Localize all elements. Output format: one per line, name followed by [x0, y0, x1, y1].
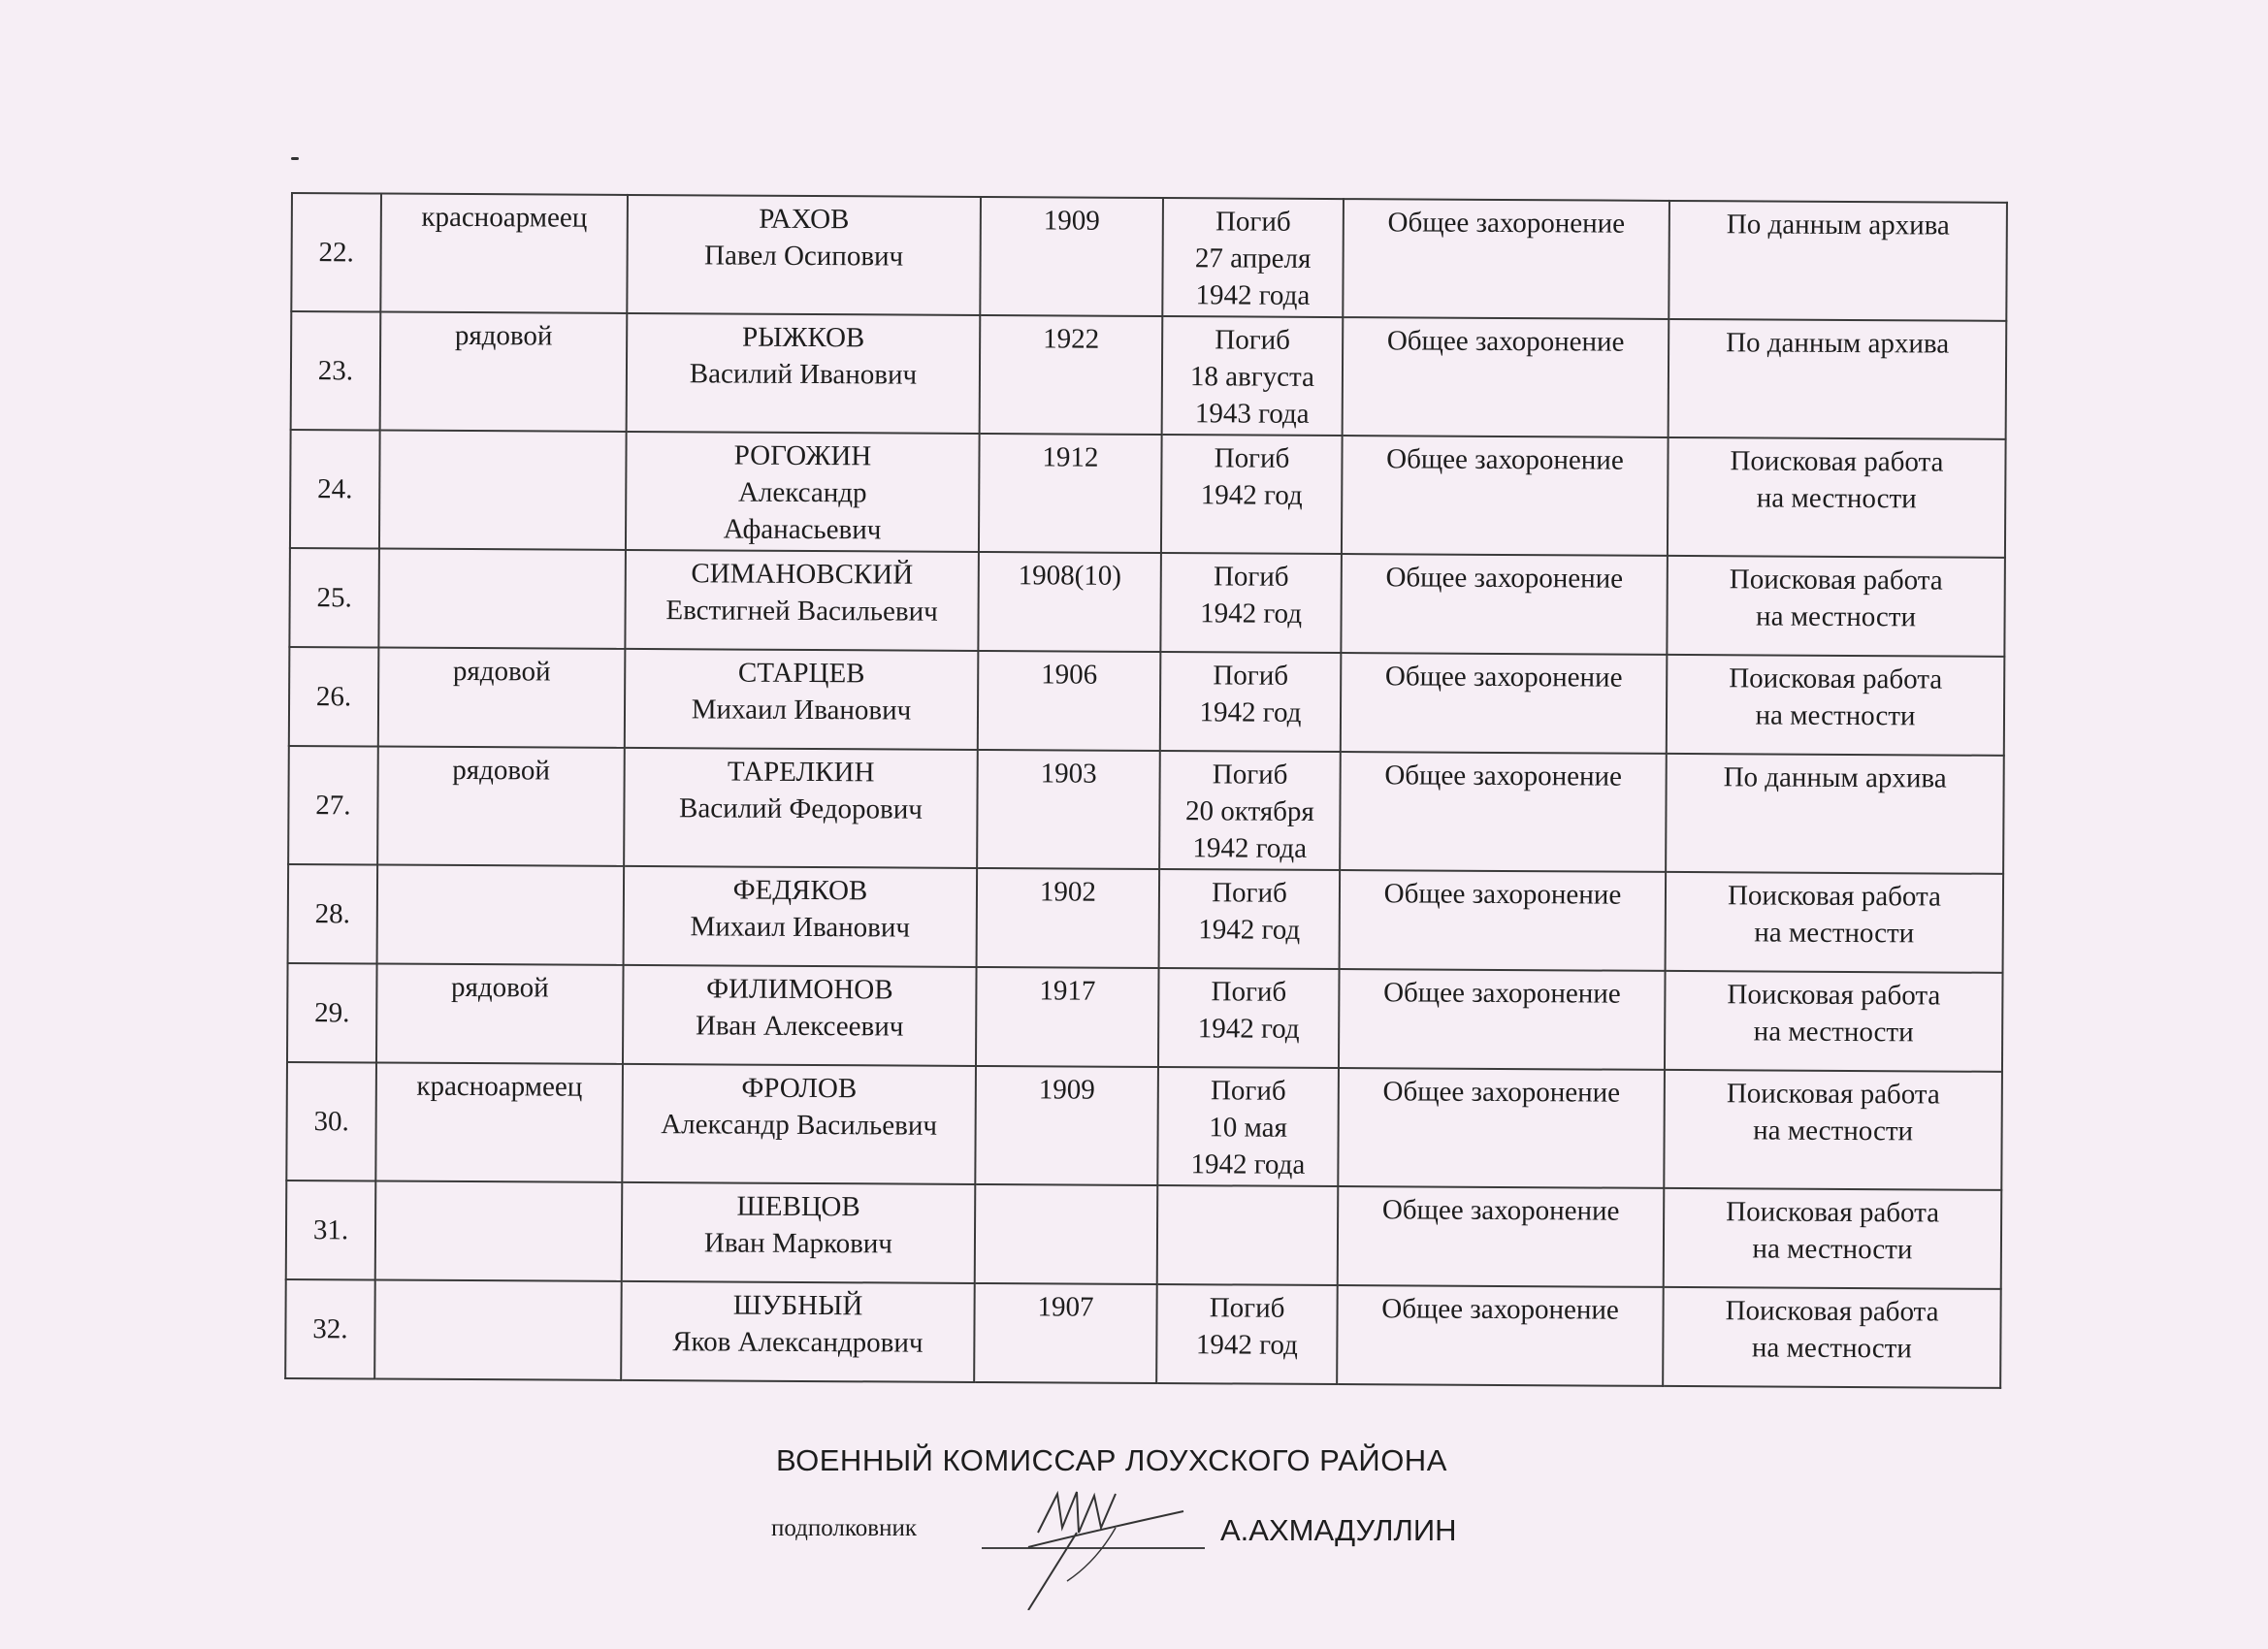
fate-line: 18 августа — [1189, 361, 1315, 393]
name-cell — [621, 1281, 975, 1382]
fate-cell — [1161, 435, 1343, 554]
table-row — [291, 193, 2007, 321]
name-cell — [624, 748, 978, 868]
burial-text: Общее захоронение — [1384, 760, 1623, 792]
fate-line: Погиб — [1213, 660, 1289, 692]
row-number — [291, 193, 381, 312]
source-line: на местности — [1751, 1332, 1912, 1365]
birth-year-cell — [978, 552, 1161, 652]
given-name-text: Яков Александрович — [672, 1326, 923, 1359]
row-number-text: 23. — [317, 355, 354, 387]
birth-year-cell — [977, 750, 1160, 869]
fate-line: 27 апреля — [1194, 242, 1312, 275]
burial-text: Общее захоронение — [1383, 878, 1622, 911]
name-cell — [627, 313, 981, 434]
row-number-text: 32. — [312, 1313, 348, 1345]
birth-year-text: 1922 — [1043, 323, 1100, 355]
surname-text: ШЕВЦОВ — [736, 1190, 860, 1223]
source-line: Поисковая работа — [1729, 663, 1943, 695]
fate-line: Погиб — [1210, 1075, 1286, 1107]
name-cell — [624, 866, 978, 967]
birth-year-text: 1912 — [1042, 441, 1099, 473]
table-row — [285, 1279, 2001, 1388]
birth-year-text: 1909 — [1038, 1074, 1095, 1106]
row-number-text: 25. — [316, 582, 352, 614]
fate-line: 1942 года — [1195, 279, 1311, 311]
birth-year-cell — [980, 315, 1163, 435]
surname-text: ФЕДЯКОВ — [732, 874, 868, 907]
birth-year-cell — [978, 651, 1161, 751]
row-number — [288, 864, 378, 964]
birth-year-cell — [977, 868, 1160, 968]
rank-cell — [379, 431, 627, 550]
source-cell — [1666, 872, 2004, 973]
fate-line: Погиб — [1215, 324, 1291, 356]
rank-cell — [380, 312, 628, 432]
burial-table — [284, 192, 2008, 1389]
fate-line: Погиб — [1212, 877, 1287, 909]
burial-cell — [1339, 969, 1666, 1070]
rank-cell — [378, 549, 626, 649]
fate-cell — [1160, 652, 1342, 752]
rank-cell — [376, 964, 624, 1064]
source-cell — [1669, 201, 2007, 321]
fate-cell — [1156, 1284, 1338, 1384]
table-row — [287, 963, 2003, 1072]
burial-cell — [1342, 436, 1669, 556]
fate-cell — [1157, 1067, 1339, 1186]
row-number — [289, 647, 379, 747]
fate-line: Погиб — [1209, 1292, 1285, 1324]
surname-text: СТАРЦЕВ — [737, 657, 865, 690]
row-number-text: 26. — [315, 681, 352, 713]
source-line: Поисковая работа — [1730, 445, 1944, 478]
fate-line: 1942 года — [1192, 832, 1308, 864]
rank-cell — [375, 1181, 623, 1281]
rank-cell — [378, 648, 626, 748]
given-name-text: Александр Васильевич — [661, 1109, 938, 1142]
source-cell — [1669, 319, 2007, 439]
fate-line: 10 мая — [1209, 1112, 1288, 1144]
birth-year-cell — [974, 1283, 1157, 1383]
fate-line: 1942 год — [1198, 914, 1301, 946]
burial-cell — [1340, 752, 1667, 872]
table-row — [290, 430, 2006, 558]
name-cell — [625, 550, 979, 651]
birth-year-text — [982, 1189, 1150, 1190]
surname-text: РЫЖКОВ — [741, 321, 865, 354]
rank-cell — [375, 1063, 623, 1182]
patronymic-text: Афанасьевич — [723, 513, 882, 546]
rank-cell — [374, 1280, 622, 1380]
fate-cell — [1159, 751, 1341, 870]
source-cell — [1666, 754, 2004, 874]
row-number — [290, 430, 380, 549]
burial-cell — [1341, 653, 1668, 754]
source-line: Поисковая работа — [1729, 564, 1943, 597]
burial-cell — [1340, 870, 1667, 971]
fate-line: 1942 год — [1197, 1013, 1300, 1045]
burial-cell — [1338, 1186, 1665, 1287]
source-line: Поисковая работа — [1727, 979, 1941, 1012]
source-line: Поисковая работа — [1725, 1295, 1939, 1328]
source-line: Поисковая работа — [1726, 1196, 1940, 1229]
row-number-text: 28. — [314, 898, 351, 930]
fate-line: 1942 год — [1195, 1329, 1298, 1361]
table-row — [288, 864, 2004, 973]
surname-text: ФИЛИМОНОВ — [706, 973, 893, 1006]
burial-text: Общее захоронение — [1387, 207, 1626, 240]
row-number — [288, 746, 378, 865]
rank-text — [384, 870, 617, 871]
source-line: По данным архива — [1723, 761, 1947, 794]
row-number-text: 31. — [312, 1214, 349, 1246]
burial-cell — [1343, 317, 1669, 437]
fate-line: 1942 год — [1200, 598, 1303, 630]
rank-text: рядовой — [452, 655, 551, 688]
birth-year-cell — [980, 197, 1163, 316]
surname-text: ФРОЛОВ — [741, 1072, 858, 1105]
row-number-text: 24. — [317, 473, 353, 505]
birth-year-cell — [975, 1066, 1158, 1185]
rank-text — [382, 1285, 615, 1286]
name-cell — [626, 432, 980, 552]
row-number — [291, 311, 381, 431]
burial-text: Общее захоронение — [1386, 443, 1624, 476]
rank-cell — [377, 747, 625, 866]
fate-line: 20 октября — [1185, 795, 1314, 827]
birth-year-text: 1908(10) — [1018, 560, 1122, 592]
row-number — [289, 548, 379, 648]
fate-cell — [1158, 968, 1340, 1068]
rank-text: красноармеец — [416, 1070, 583, 1103]
surname-text: РАХОВ — [759, 203, 850, 236]
fate-cell — [1162, 198, 1344, 317]
row-number — [285, 1279, 375, 1379]
given-name-text: Павел Осипович — [704, 240, 904, 273]
source-cell — [1664, 1070, 2002, 1190]
row-number — [286, 1180, 376, 1280]
row-number-text: 30. — [313, 1106, 349, 1138]
rank-cell — [377, 865, 625, 965]
burial-text: Общее захоронение — [1382, 1076, 1621, 1109]
row-number-text: 29. — [314, 997, 350, 1029]
burial-cell — [1338, 1068, 1665, 1188]
source-cell — [1668, 437, 2006, 558]
table-body — [285, 193, 2007, 1388]
burial-cell — [1343, 199, 1669, 319]
rank-text: красноармеец — [421, 201, 588, 234]
source-line: на местности — [1753, 1016, 1914, 1049]
birth-year-cell — [975, 1184, 1158, 1284]
rank-text — [386, 554, 619, 555]
source-cell — [1667, 556, 2005, 657]
burial-cell — [1341, 554, 1668, 655]
source-line: По данным архива — [1726, 327, 1950, 360]
source-cell — [1664, 1188, 2002, 1289]
table-row — [289, 647, 2005, 756]
name-cell — [625, 649, 979, 750]
burial-text: Общее захоронение — [1381, 1293, 1619, 1326]
name-cell — [622, 1064, 976, 1184]
source-line: на местности — [1753, 1115, 1914, 1148]
given-name-text: Иван Алексеевич — [695, 1010, 904, 1043]
burial-text: Общее захоронение — [1385, 562, 1624, 595]
given-name-text: Василий Федорович — [678, 792, 923, 825]
fate-line: 1942 год — [1199, 696, 1302, 728]
source-line: на местности — [1755, 699, 1916, 732]
surname-text: ШУБНЫЙ — [732, 1289, 863, 1322]
table-row — [286, 1180, 2002, 1289]
given-name-text: Михаил Иванович — [690, 911, 911, 944]
birth-year-text: 1907 — [1037, 1291, 1094, 1323]
row-number-text: 22. — [318, 237, 354, 269]
signer-name: А.АХМАДУЛЛИН — [1220, 1513, 1457, 1547]
fate-cell — [1157, 1185, 1339, 1285]
birth-year-text: 1917 — [1039, 975, 1096, 1007]
rank-text: рядовой — [451, 971, 549, 1004]
burial-text: Общее захоронение — [1383, 977, 1621, 1010]
commissar-title: ВОЕННЫЙ КОМИССАР ЛОУХСКОГО РАЙОНА — [776, 1443, 1447, 1477]
given-name-text: Александр — [737, 476, 867, 509]
page-speck — [291, 157, 299, 160]
surname-text: СИМАНОВСКИЙ — [691, 558, 914, 591]
rank-cell — [380, 194, 628, 313]
fate-line: Погиб — [1215, 206, 1291, 238]
given-name-text: Михаил Иванович — [691, 694, 912, 727]
birth-year-cell — [979, 434, 1162, 553]
table-row — [291, 311, 2007, 439]
rank-text: рядовой — [452, 754, 551, 787]
source-line: на местности — [1752, 1233, 1913, 1266]
fate-line: Погиб — [1211, 976, 1287, 1008]
burial-text: Общее захоронение — [1386, 325, 1625, 358]
table-row — [286, 1062, 2002, 1190]
row-number — [286, 1062, 376, 1181]
source-line: Поисковая работа — [1727, 880, 1941, 913]
birth-year-cell — [976, 967, 1159, 1067]
source-line: на местности — [1754, 917, 1915, 950]
row-number — [287, 963, 377, 1063]
fate-line: 1942 год — [1200, 479, 1303, 511]
rank-text: рядовой — [454, 319, 553, 352]
burial-text: Общее захоронение — [1384, 661, 1623, 694]
birth-year-text: 1906 — [1041, 659, 1098, 691]
table-row — [289, 548, 2005, 657]
burial-cell — [1337, 1285, 1664, 1386]
source-line: на местности — [1756, 600, 1917, 633]
fate-line: 1943 года — [1194, 398, 1310, 430]
burial-text: Общее захоронение — [1381, 1194, 1620, 1227]
surname-text: ТАРЕЛКИН — [727, 756, 875, 789]
fate-cell — [1159, 869, 1341, 969]
row-number-text: 27. — [315, 790, 351, 822]
fate-line: Погиб — [1213, 561, 1289, 593]
given-name-text: Василий Иванович — [689, 358, 918, 391]
signature — [970, 1474, 1222, 1610]
surname-text: РОГОЖИН — [733, 439, 872, 472]
birth-year-text: 1902 — [1039, 876, 1097, 908]
rank-label: подполковник — [771, 1515, 917, 1541]
fate-line: Погиб — [1212, 759, 1288, 791]
given-name-text: Евстигней Васильевич — [665, 595, 938, 628]
fate-cell — [1162, 316, 1344, 436]
source-cell — [1663, 1287, 2001, 1388]
given-name-text: Иван Маркович — [703, 1227, 893, 1260]
birth-year-text: 1903 — [1040, 758, 1097, 790]
fate-line: 1942 года — [1190, 1148, 1306, 1180]
fate-line: Погиб — [1214, 442, 1290, 474]
birth-year-text: 1909 — [1043, 205, 1100, 237]
source-cell — [1667, 655, 2005, 756]
rank-text — [382, 1186, 615, 1187]
source-line: По данным архива — [1726, 209, 1950, 242]
fate-cell — [1160, 553, 1342, 653]
source-line: Поисковая работа — [1726, 1078, 1940, 1111]
name-cell — [627, 195, 981, 315]
source-line: на местности — [1756, 482, 1917, 515]
source-cell — [1665, 971, 2003, 1072]
table-row — [288, 746, 2004, 874]
name-cell — [622, 1182, 976, 1283]
name-cell — [623, 965, 977, 1066]
